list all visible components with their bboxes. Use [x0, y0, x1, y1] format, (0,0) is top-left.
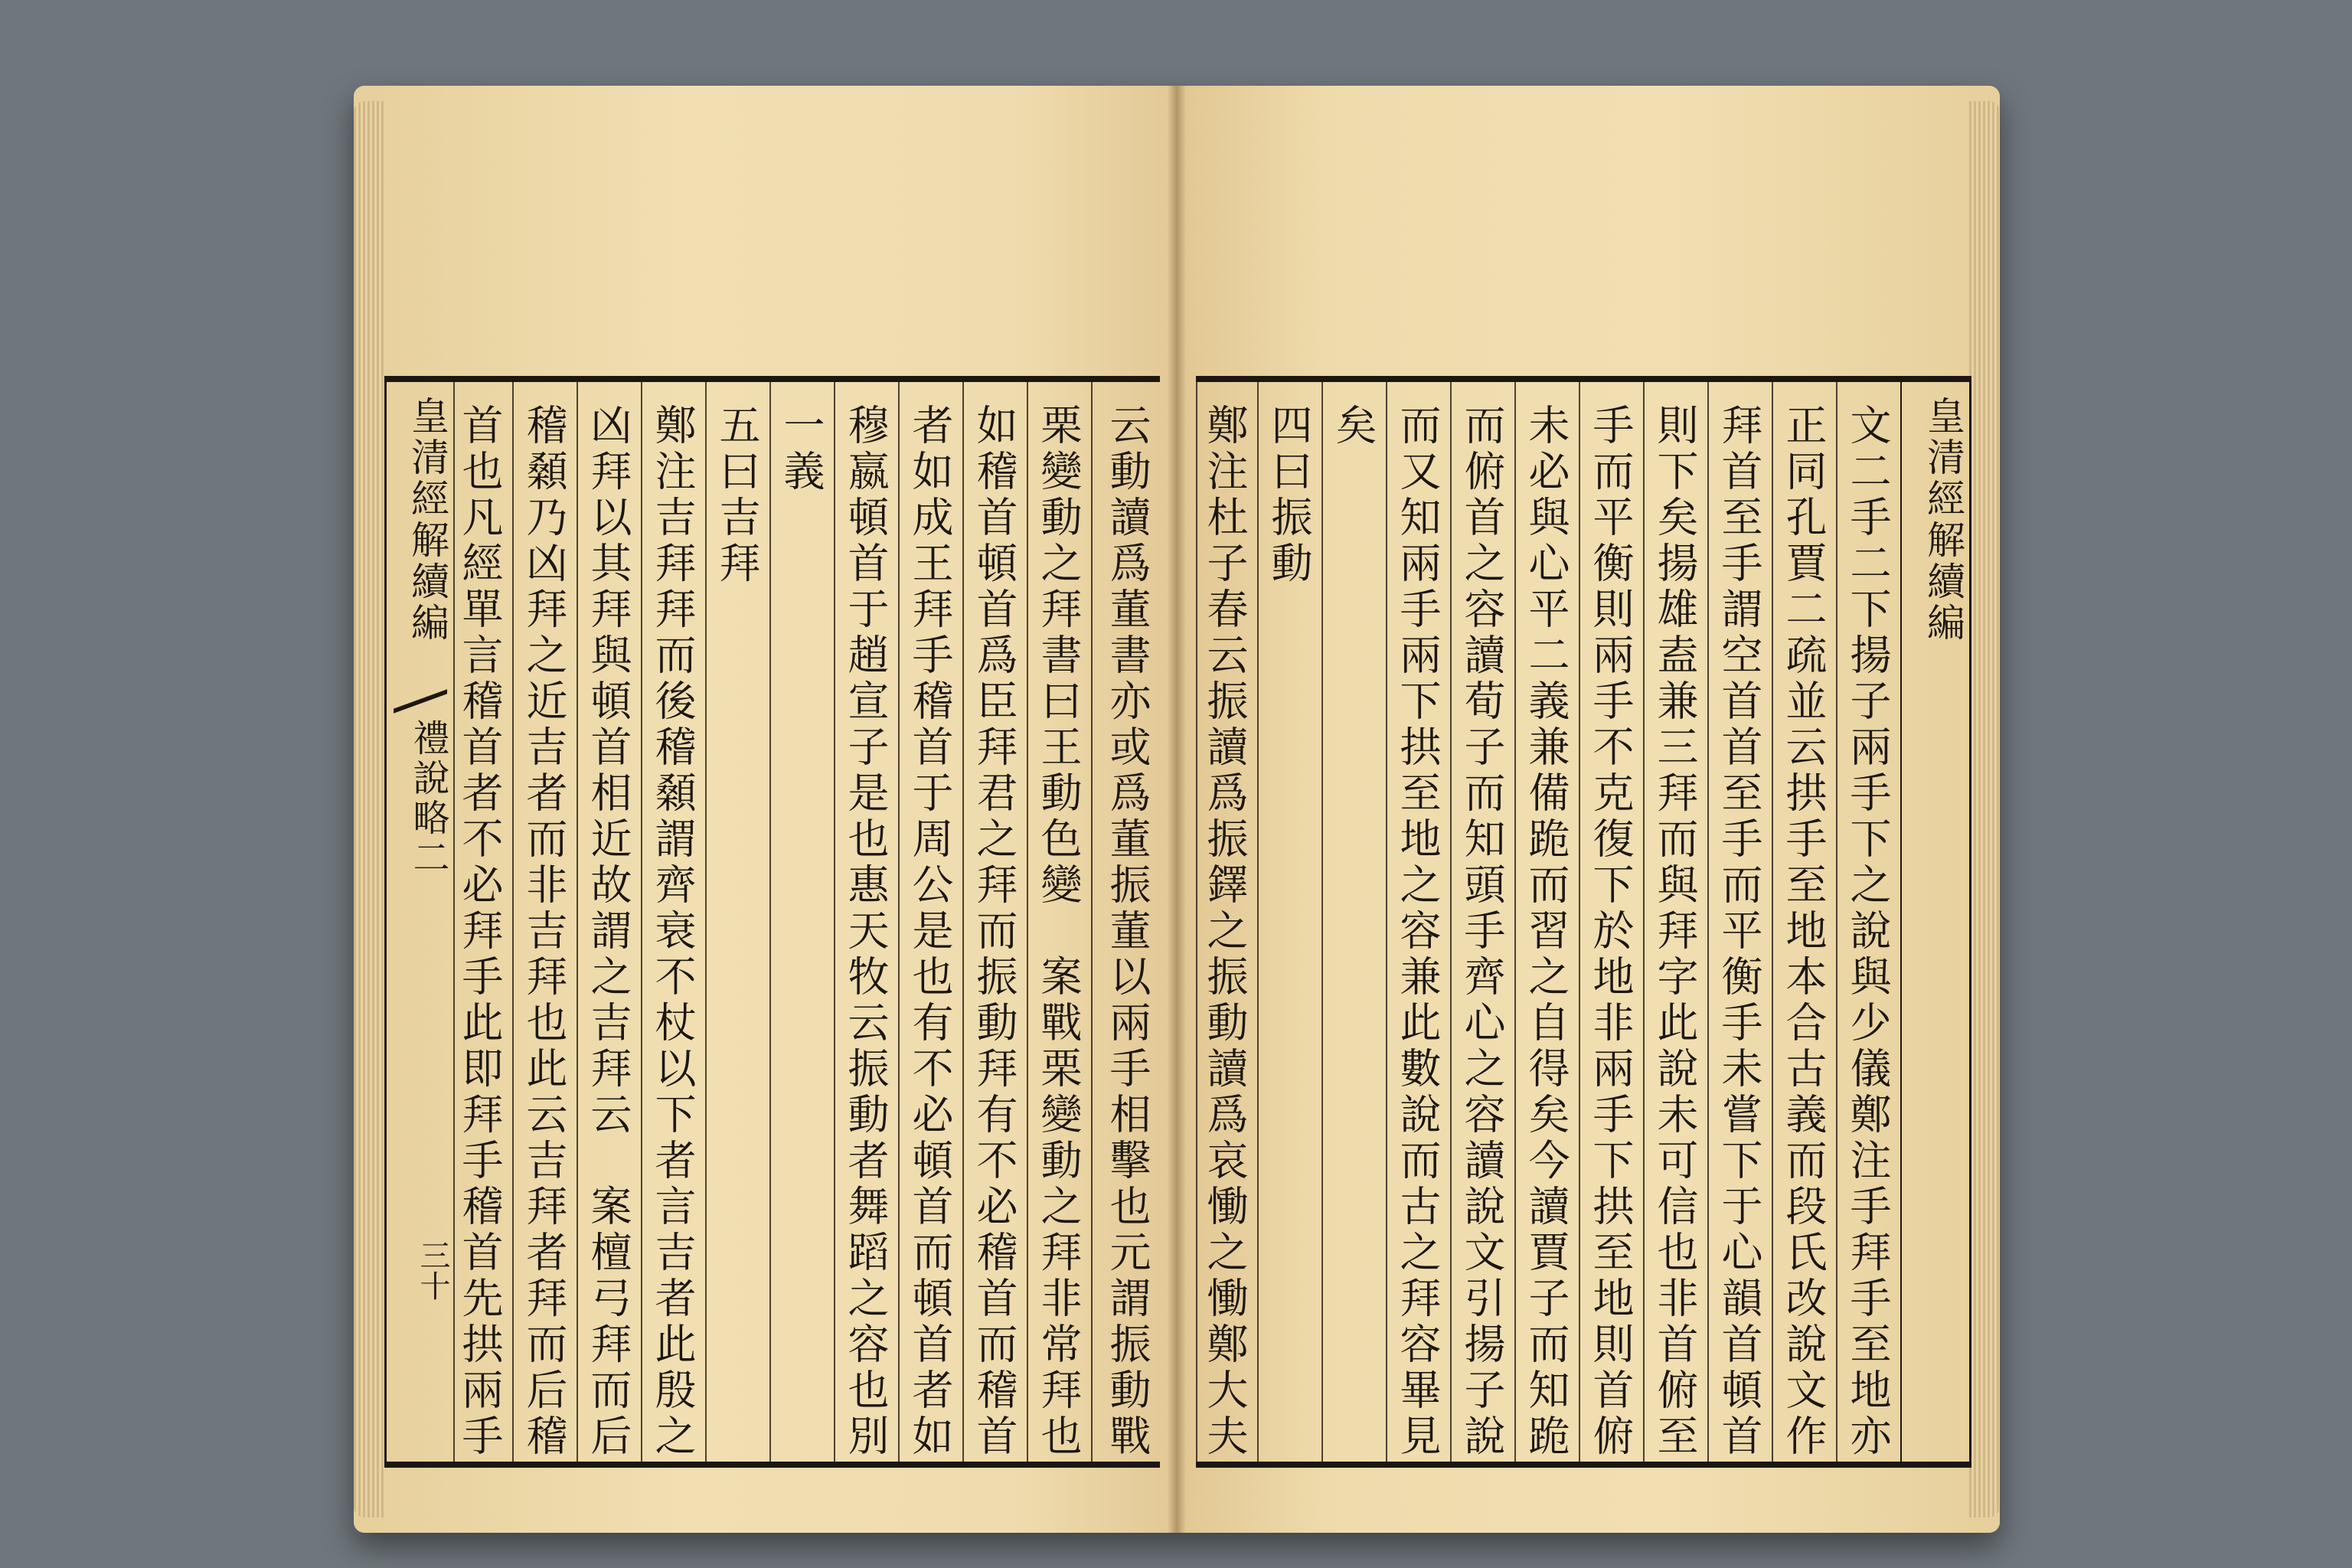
text-column: 鄭注吉拜拜而後稽顙謂齊衰不杖以下者言吉者此殷之 [641, 382, 707, 1462]
text-column: 云動讀爲董書亦或爲董振董以兩手相擊也元謂振動戰 [1091, 382, 1161, 1462]
gutter-title: 皇清經解續編 [1921, 396, 1965, 644]
gutter-page-number: 三十 [415, 1240, 450, 1301]
text-column: 矣 [1321, 382, 1387, 1462]
right-page-edge [1969, 101, 2000, 1517]
text-column: 則下矣揚雄盍兼三拜而與拜字此說未可信也非首俯至 [1643, 382, 1709, 1462]
fishtail-mark [394, 662, 447, 713]
text-column: 稽顙乃凶拜之近吉者而非吉拜也此云吉拜者拜而后稽 [512, 382, 578, 1462]
text-column: 未必與心平二義兼備跪而習之自得矣今讀賈子而知跪 [1514, 382, 1580, 1462]
text-column: 如稽首頓首爲臣拜君之拜而振動拜有不必稽首而稽首 [962, 382, 1028, 1462]
book-fold [1168, 86, 1186, 1533]
text-column: 拜首至手謂空首首至手而平衡手未嘗下于心韻首頓首 [1707, 382, 1773, 1462]
text-column: 而又知兩手兩下拱至地之容兼此數說而古之拜容畢見 [1386, 382, 1452, 1462]
gutter-title: 皇清經解續編 [405, 396, 449, 644]
text-column: 鄭注杜子春云振讀爲振鐸之振動讀爲哀慟之慟鄭大夫 [1196, 382, 1259, 1462]
right-gutter [1900, 382, 1971, 1462]
text-column: 五曰吉拜 [705, 382, 771, 1462]
left-page-edge [354, 101, 384, 1517]
text-column: 一義 [769, 382, 835, 1462]
text-column: 正同孔賈二疏並云拱手至地本合古義而段氏改說文作 [1772, 382, 1838, 1462]
text-column: 凶拜以其拜與頓首相近故謂之吉拜云 案檀弓拜而后 [577, 382, 642, 1462]
text-column: 者如成王拜手稽首于周公是也有不必頓首而頓首者如 [898, 382, 964, 1462]
open-book [354, 86, 2000, 1533]
text-column: 而俯首之容讀荀子而知頭手齊心之容讀說文引揚子說 [1450, 382, 1516, 1462]
left-page [354, 86, 1177, 1533]
gutter-subtitle: 禮說略二 [407, 719, 449, 878]
right-text-frame [1196, 376, 1971, 1468]
text-column: 栗變動之拜書曰王動色變 案戰栗變動之拜非常拜也 [1027, 382, 1093, 1462]
text-column: 手而平衡則兩手不克復下於地非兩手下拱至地則首俯 [1579, 382, 1645, 1462]
text-column: 文二手二下揚子兩手下之說與少儀鄭注手拜手至地亦 [1836, 382, 1902, 1462]
text-column: 首也凡經單言稽首者不必拜手此即拜手稽首先拱兩手 [453, 382, 514, 1462]
text-column: 穆嬴頓首于趙宣子是也惠天牧云振動者舞蹈之容也別 [834, 382, 900, 1462]
left-text-frame [384, 376, 1160, 1468]
text-column: 四曰振動 [1257, 382, 1323, 1462]
